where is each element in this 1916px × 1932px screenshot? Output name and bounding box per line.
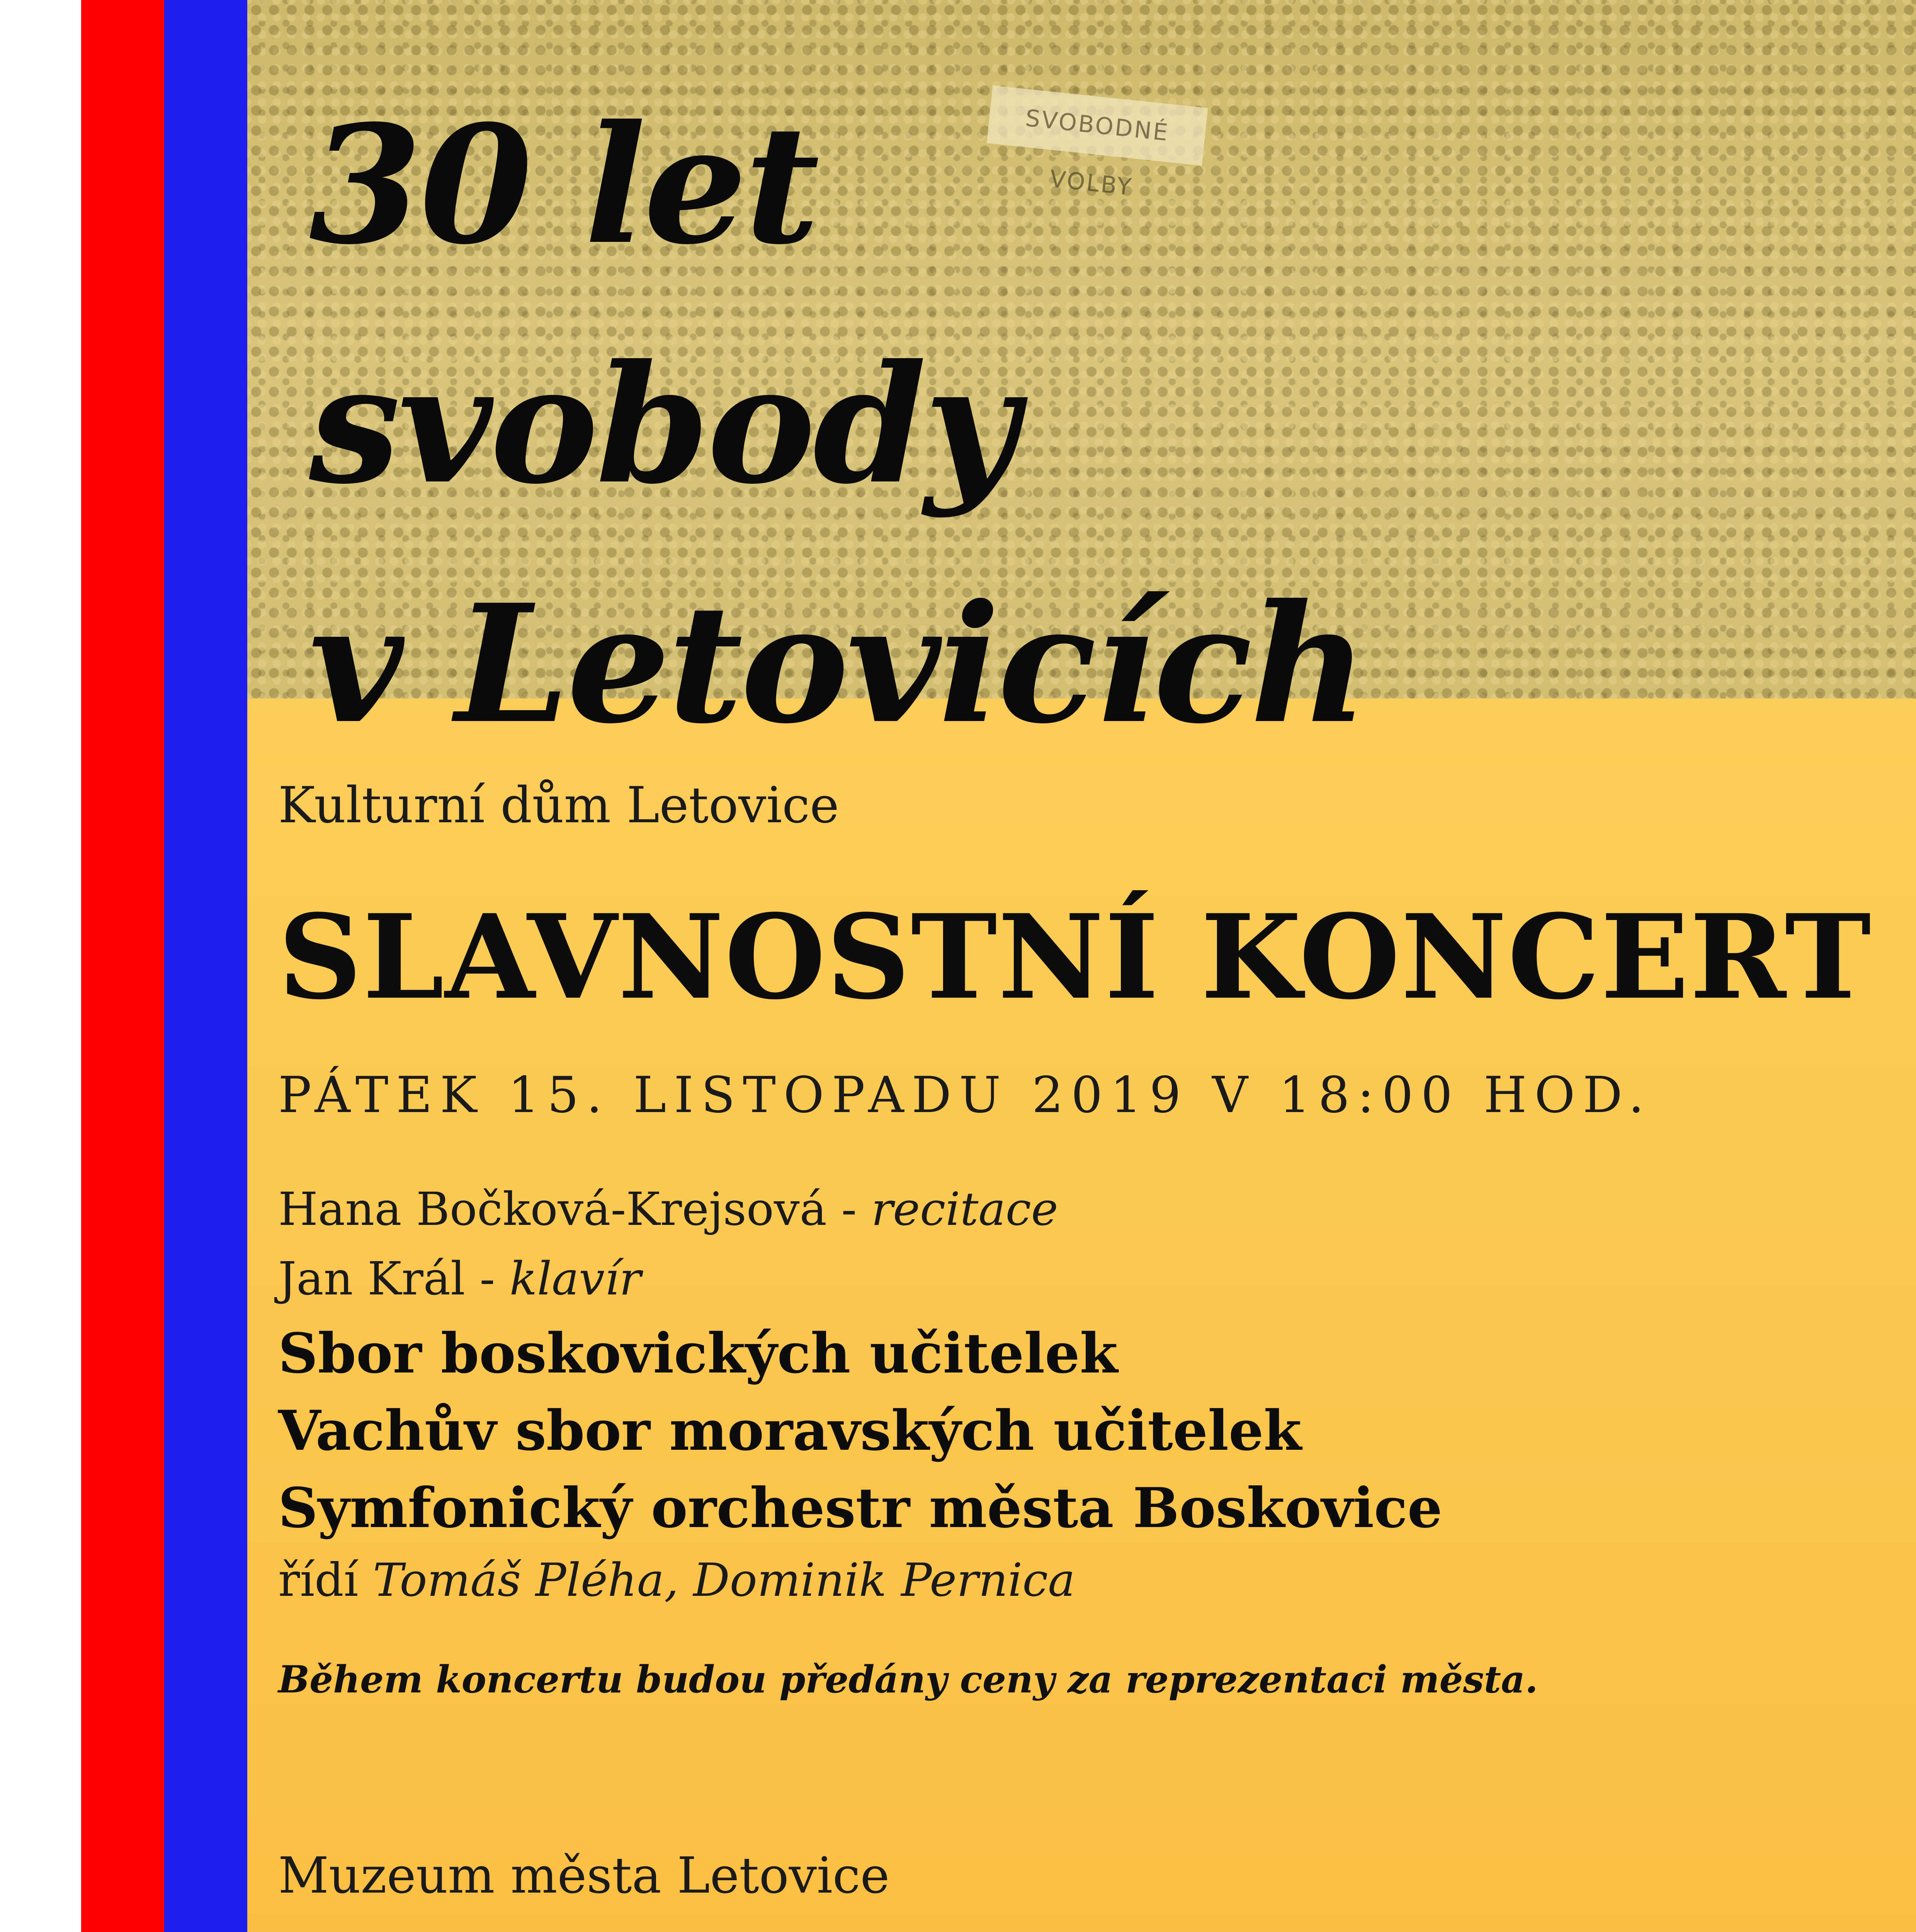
performer-role: klavír [509,1252,641,1305]
performer-row [278,1252,641,1305]
performer-separator: - [465,1252,510,1305]
performer-role: recitace [871,1182,1058,1236]
event1-title: SLAVNOSTNÍ KONCERT [278,889,1872,1025]
performer-name: Hana Bočková-Krejsová [278,1182,827,1236]
event1-date: PÁTEK 15. LISTOPADU 2019 V 18:00 HOD. [278,1066,1652,1124]
performer-row [278,1182,1058,1236]
event1-note: Během koncertu budou předány ceny za reprezentaci města. [278,1658,1538,1701]
event1-venue: Kulturní dům Letovice [278,777,839,834]
ensemble-name: Sbor boskovických učitelek [278,1321,1118,1386]
performer-name: Jan Král [278,1252,465,1305]
crowd-banner: SVOBODNÉ VOLBY [987,85,1208,166]
ensemble-name: Symfonický orchestr města Boskovice [278,1476,1443,1540]
poster-title [309,66,1366,784]
flag-stripe-red [81,0,164,1932]
ensemble-name: Vachův sbor moravských učitelek [278,1399,1302,1463]
event2-venue: Muzeum města Letovice [278,1847,890,1905]
title-line-1: 30 let [309,90,818,281]
title-line-2: svobody [309,330,1017,520]
conductors-line [278,1553,1075,1607]
performer-separator: - [826,1182,871,1236]
conductors-names: Tomáš Pléha, Dominik Pernica [372,1553,1075,1607]
title-line-3: v Letovicích [309,569,1366,760]
flag-stripe-blue [164,0,247,1932]
flag-stripe-white [0,0,81,1932]
conductors-prefix: řídí [278,1553,373,1607]
